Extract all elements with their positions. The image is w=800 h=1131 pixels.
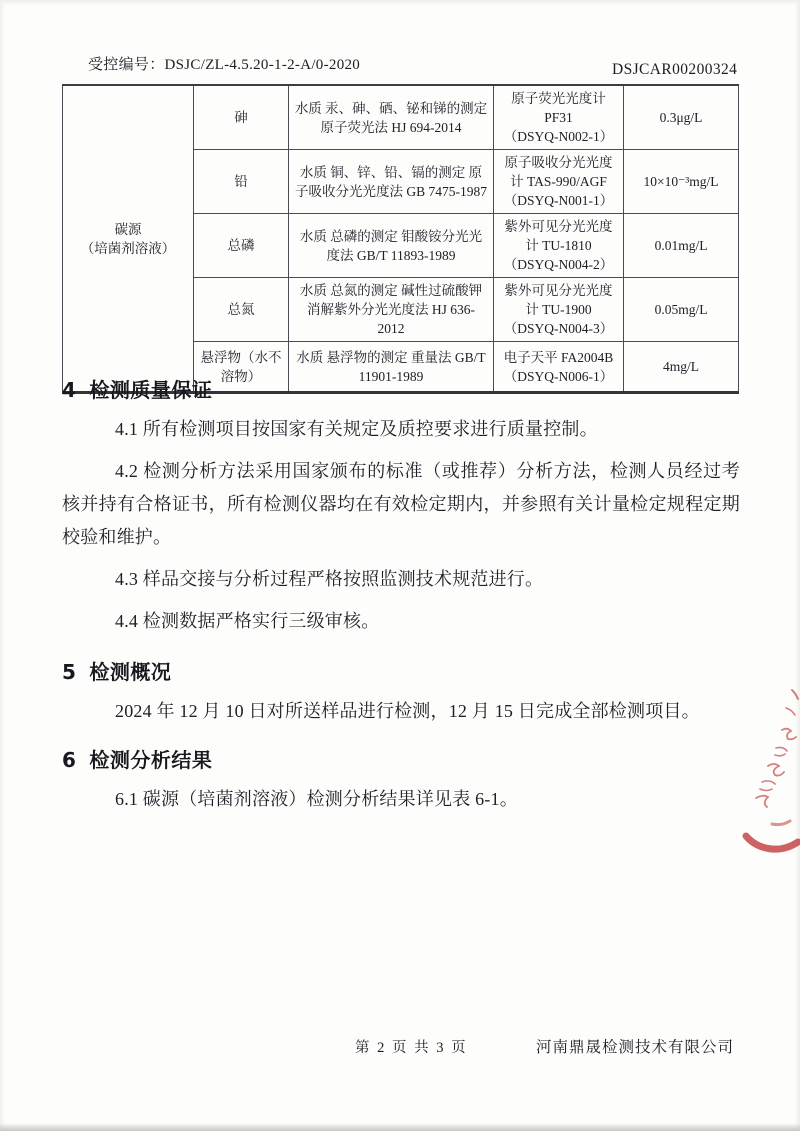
method-cell: 水质 铜、锌、铅、镉的测定 原子吸收分光光度法 GB 7475-1987: [289, 150, 494, 214]
paragraph-6-1: 6.1 碳源（培菌剂溶液）检测分析结果详见表 6-1。: [115, 789, 518, 809]
paragraph-4-4: 4.4 检测数据严格实行三级审核。: [115, 611, 380, 631]
method-cell: 水质 总磷的测定 钼酸铵分光光度法 GB/T 11893-1989: [289, 214, 494, 278]
sample-name-line: 碳源: [114, 221, 142, 237]
company-name: 河南鼎晟检测技术有限公司: [535, 1039, 734, 1056]
report-code: DSJCAR00200324: [612, 61, 738, 78]
equipment-cell: [494, 278, 624, 342]
equipment-line: 计 TU-1810: [525, 238, 592, 253]
sample-name-line: （培菌剂溶液）: [80, 240, 176, 256]
page-indicator: 第 2 页 共 3 页: [355, 1040, 468, 1056]
method-cell: 水质 汞、砷、硒、铋和锑的测定 原子荧光法 HJ 694-2014: [289, 85, 494, 150]
limit-cell: 10×10⁻³mg/L: [624, 150, 739, 214]
section-number: 5: [62, 660, 77, 684]
table-row: [63, 85, 739, 150]
equipment-line: PF31: [544, 110, 573, 125]
scan-edge-right: [795, 0, 800, 1131]
equipment-line: （DSYQ-N006-1）: [503, 368, 614, 384]
scan-edge-top: [0, 0, 800, 5]
limit-cell: 0.05mg/L: [624, 278, 739, 342]
section-heading-4: [62, 374, 740, 403]
equipment-line: （DSYQ-N004-3）: [503, 321, 614, 336]
equipment-cell: [494, 150, 624, 214]
equipment-line: 计 TU-1900: [525, 302, 592, 317]
param-cell: 总氮: [194, 278, 289, 342]
method-cell: 水质 悬浮物的测定 重量法 GB/T 11901-1989: [289, 342, 494, 393]
controlled-number-label: 受控编号：: [88, 57, 165, 73]
scan-edge-left: [0, 0, 5, 1131]
param-cell: 悬浮物（水不溶物）: [194, 342, 289, 393]
controlled-number-value: DSJC/ZL-4.5.20-1-2-A/0-2020: [164, 57, 361, 73]
equipment-line: 计 TAS-990/AGF: [510, 174, 607, 189]
section-heading-5: [62, 656, 740, 685]
equipment-line: 紫外可见分光光度: [504, 283, 613, 298]
limit-cell: 0.01mg/L: [624, 214, 739, 278]
paragraph-4-2: 4.2 检测分析方法采用国家颁布的标准（或推荐）分析方法，检测人员经过考核并持有合格证书，所有检测仪器均在有效检定期内，并参照有关计量检定规程定期校验和维护。: [62, 461, 740, 547]
method-instrument-table: [62, 84, 739, 394]
scan-edge-bottom: [0, 1123, 800, 1131]
limit-cell: 4mg/L: [624, 342, 739, 393]
paragraph-5-1: 2024 年 12 月 10 日对所送样品进行检测，12 月 15 日完成全部检测项目。: [115, 701, 700, 721]
section-heading-6: [62, 744, 740, 773]
section-number: 6: [62, 748, 77, 772]
equipment-line: （DSYQ-N001-1）: [503, 193, 614, 208]
method-cell: 水质 总氮的测定 碱性过硫酸钾消解紫外分光光度法 HJ 636-2012: [289, 278, 494, 342]
equipment-line: （DSYQ-N002-1）: [503, 129, 614, 144]
document-body: [62, 360, 740, 825]
sample-name-cell: [63, 85, 194, 393]
red-seal-fragment: [742, 678, 800, 873]
equipment-line: 电子天平 FA2004B: [503, 349, 614, 365]
equipment-line: 原子荧光光度计: [511, 91, 606, 106]
section-number: 4: [62, 378, 77, 402]
param-cell: 总磷: [194, 214, 289, 278]
controlled-number: [88, 53, 360, 74]
equipment-line: 原子吸收分光光度: [504, 155, 613, 170]
equipment-cell: [494, 214, 624, 278]
section-title: 检测质量保证: [89, 378, 213, 402]
section-title: 检测分析结果: [89, 748, 213, 772]
paragraph-4-3: 4.3 样品交接与分析过程严格按照监测技术规范进行。: [115, 569, 544, 589]
equipment-line: （DSYQ-N004-2）: [503, 257, 614, 272]
equipment-line: 紫外可见分光光度: [504, 219, 613, 234]
param-cell: 铅: [194, 150, 289, 214]
equipment-cell: [494, 85, 624, 150]
section-title: 检测概况: [89, 660, 172, 684]
param-cell: 砷: [194, 85, 289, 150]
paragraph-4-1: 4.1 所有检测项目按国家有关规定及质控要求进行质量控制。: [115, 419, 598, 439]
limit-cell: 0.3μg/L: [624, 85, 739, 150]
